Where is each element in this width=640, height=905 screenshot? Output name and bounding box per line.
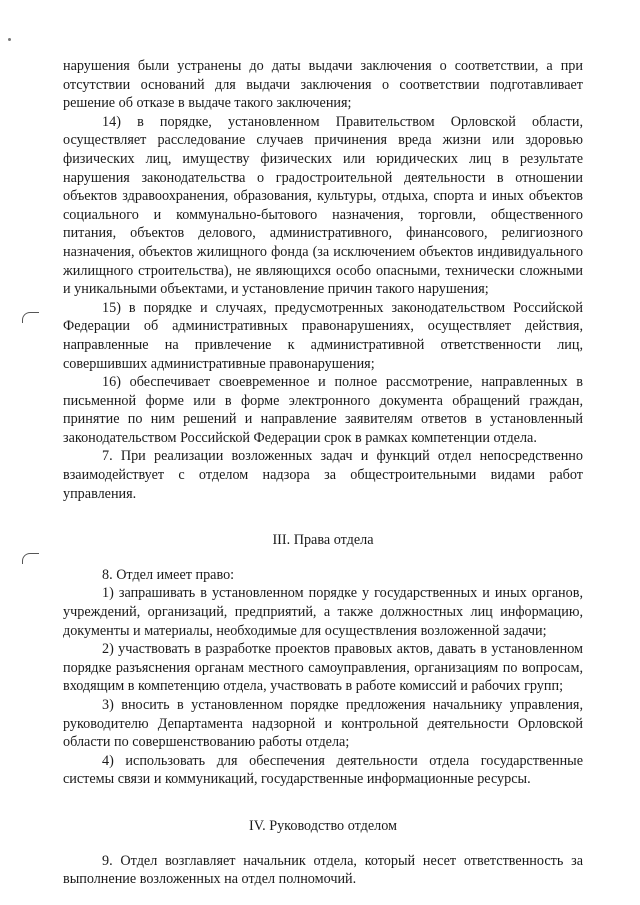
paragraph-7: 7. При реализации возложенных задач и функций отдел непосредственно взаимодействует с отделом надзора за общестроительными видами работ управления. — [63, 448, 583, 502]
margin-mark — [22, 553, 39, 564]
paragraph-8: 8. Отдел имеет право: — [102, 566, 235, 583]
paragraph-16: 16) обеспечивает своевременное и полное рассмотрение, направленных в письменной форме или в форме электронного документа обращений граждан, принятие по ним решений и направление заявителям ответов в установленный законодательством Российской Федерации срок в рамках компетенции отдела. — [63, 374, 583, 446]
paragraph-8-3: 3) вносить в установленном порядке предложения начальнику управления, руководителю Департамента надзорной и контрольной деятельности Орловской области по совершенствованию работы отдела; — [63, 697, 583, 751]
section-title-rights: III. Права отдела — [272, 532, 374, 549]
section-title-management: IV. Руководство отделом — [248, 817, 398, 834]
paragraph-8-1: 1) запрашивать в установленном порядке у государственных и иных органов, учреждений, организаций, предприятий, а также должностных лиц информацию, документы и материалы, необходимые для осуществления возложенной задачи; — [63, 585, 583, 639]
paragraph-8-2: 2) участвовать в разработке проектов правовых актов, давать в установленном порядке разъяснения органам местного самоуправления, организациям по вопросам, входящим в компетенцию отдела, участвовать в работе комиссий и рабочих групп; — [63, 641, 583, 695]
paragraph-8-4: 4) использовать для обеспечения деятельности отдела государственные системы связи и коммуникаций, государственные информационные ресурсы. — [63, 752, 583, 788]
scan-dot — [8, 38, 11, 41]
paragraph-14: 14) в порядке, установленном Правительством Орловской области, осуществляет расследование случаев причинения вреда жизни или здоровью физических лиц, имуществу физических или юридических лиц в результате нарушения законодательства о градостроительной деятельности в отношении объектов здравоохранения, образования, культуры, отдыха, спорта и иных объектов социального и коммунально-бытового назначения, торговли, общественного питания, объектов делового, административного, финансового, религиозного назначения, объектов жилищного фонда (за исключением объектов индивидуального жилищного строительства), не являющихся особо опасными, технически сложными и уникальными объектами, и установление причин такого нарушения; — [63, 113, 583, 298]
margin-mark — [22, 312, 39, 323]
paragraph-continuation: нарушения были устранены до даты выдачи заключения о соответствии, а при отсутствии оснований для выдачи заключения о соответствии подготавливает решение об отказе в выдаче такого заключения; — [63, 58, 583, 112]
paragraph-9: 9. Отдел возглавляет начальник отдела, который несет ответственность за выполнение возложенных на отдел полномочий. — [63, 852, 583, 888]
document-page — [63, 57, 583, 889]
paragraph-15: 15) в порядке и случаях, предусмотренных законодательством Российской Федерации об административных правонарушениях, осуществляет действия, направленные на привлечение к административной ответственности лиц, совершивших административные правонарушения; — [63, 299, 583, 372]
